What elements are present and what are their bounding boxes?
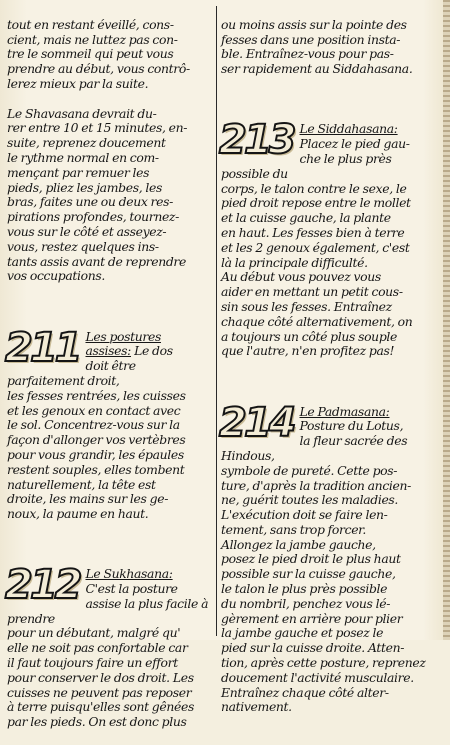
- section-212: [7, 552, 214, 730]
- continued-paragraph: ou moins assis sur la pointe des fesses dans une position insta- ble. Entraînez-vous pour pas- ser rapidement au Siddahasana.: [221, 16, 413, 77]
- section-number-211: 211: [5, 324, 80, 371]
- section-number-212: 212: [5, 562, 80, 609]
- shavasana-paragraph: Le Shavasana devrait du- rer entre 10 et 15 minutes, en- suite, reprenez doucement le rythme normal en com- mençant par remuer les pieds, pliez les jambes, les bras, faites une ou deux res- pirations profondes, tournez- vous sur le côté et asseyez- vous, restez quelques ins- tants assis avant de reprendre vos occupations.: [7, 105, 188, 284]
- section-body-213: Placez le pied gau- che le plus près possible du corps, le talon contre le sexe, le pied droit repose entre le mollet et la cuisse gauche, la plante en haut. Les fesses bien à terre et les 2 genoux également, c'est là la principale difficulté. Au début vous pouvez vous aider en mettant un petit cous- sin sous les fesses. Entraînez chaque côté alternativement, on a toujours un côté plus souple que l'autre, n'en profitez pas!: [221, 136, 413, 359]
- section-number-214: 214: [219, 399, 294, 446]
- section-body-211: Le dos doit être parfaitement droit, les fesses rentrées, les cuisses et les genoux en contact avec le sol. Concentrez-vous sur la façon d'allonger vos vertèbres pour vous grandir, les épaules restent souples, elles tombent naturellement, la tête est droite, les mains sur les ge- noux, la paume en haut.: [7, 343, 186, 522]
- section-body-214: Posture du Lotus, la fleur sacrée des Hindous, symbole de pureté. Cette pos- ture, d'après la tradition ancien- ne, guérit toutes les maladies. L'exécution doit se faire len- tement, sans trop forcer. Allongez la jambe gauche, posez le pied droit le plus haut possible sur la cuisse gauche, le talon le plus près possible du nombril, penchez vous lé- gèrement en arrière pour plier la jambe gauche et posez le pied sur la cuisse droite. Atten- tion, après cette posture, reprenez doucement l'activité musculaire. Entraînez chaque côté alter- nativement.: [221, 418, 426, 715]
- section-211: [7, 315, 214, 522]
- right-column: [221, 3, 434, 730]
- intro-paragraph: tout en restant éveillé, cons- cient, mais ne luttez pas con- tre le sommeil qui peut vous prendre au début, vous contrô- lerez mieux par la suite.: [7, 16, 190, 91]
- left-column: [7, 3, 214, 745]
- section-214: [221, 390, 434, 716]
- section-213: [221, 108, 434, 360]
- section-body-212: C'est la posture assise la plus facile à prendre pour un débutant, malgré qu' elle ne soit pas confortable car il faut toujours faire un effort pour conserver le dos droit. Les cuisses ne peuvent pas reposer à terre puisqu'elles sont gênées par les pieds. On est donc plus: [7, 581, 209, 730]
- section-title-212: Le Sukhasana:: [85, 566, 173, 582]
- section-title-211: Les postures assises:: [85, 328, 161, 359]
- section-number-213: 213: [219, 117, 294, 164]
- section-title-213: Le Siddahasana:: [299, 121, 398, 137]
- page-edge: [443, 0, 450, 640]
- column-divider: [216, 6, 217, 636]
- section-title-214: Le Padmasana:: [299, 403, 390, 419]
